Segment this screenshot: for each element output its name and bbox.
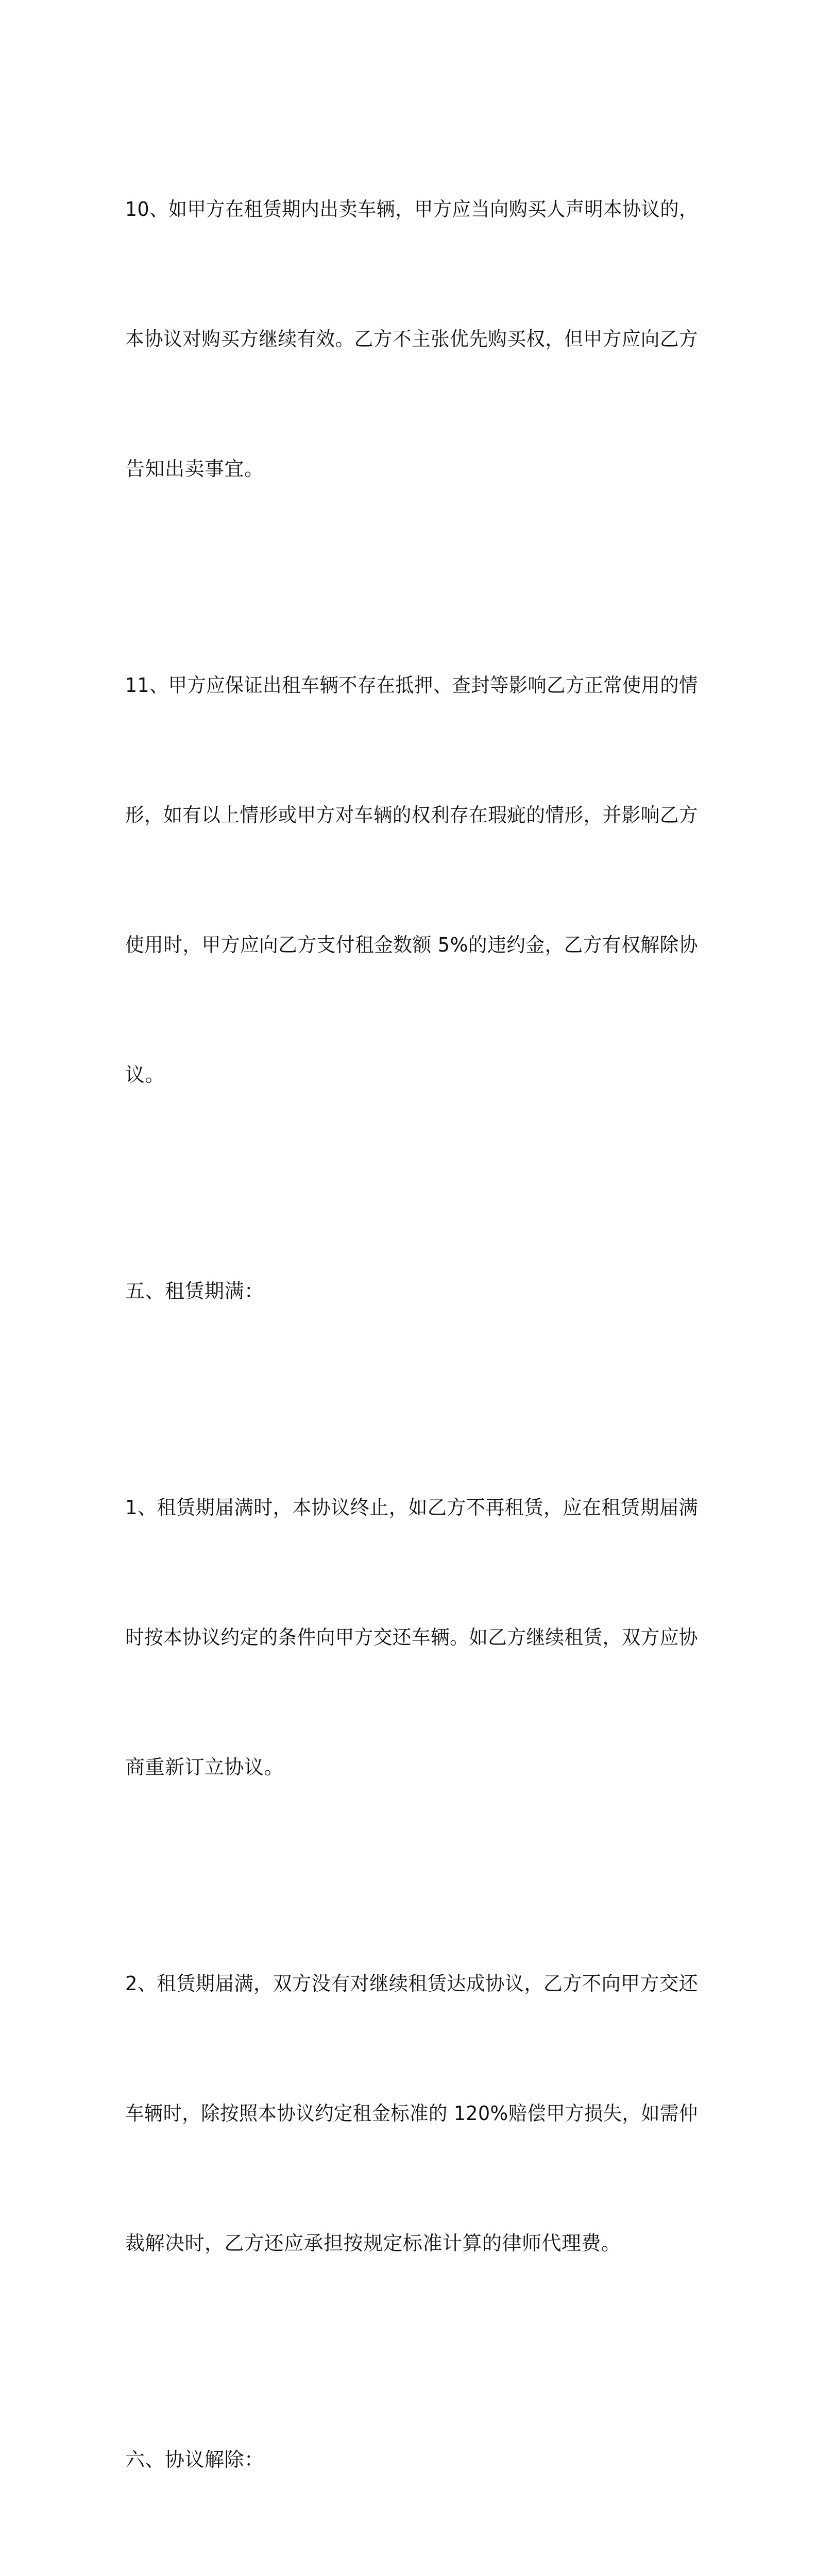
text-line: 议。 bbox=[125, 1063, 165, 1086]
clause-10 bbox=[125, 101, 698, 577]
text-line: 裁解决时，乙方还应承担按规定标准计算的律师代理费。 bbox=[125, 2232, 621, 2255]
text-line: 形，如有以上情形或甲方对车辆的权利存在瑕疵的情形，并影响乙方 bbox=[125, 804, 699, 826]
section-heading: 六、协议解除： bbox=[125, 2448, 264, 2471]
document-body bbox=[125, 101, 698, 2576]
text-line: 时按本协议约定的条件向甲方交还车辆。如乙方继续租赁，双方应协 bbox=[125, 1626, 699, 1649]
section-heading-termination bbox=[125, 2351, 698, 2568]
text-line: 车辆时，除按照本协议约定租金标准的 120%赔偿甲方损失，如需仲 bbox=[125, 2102, 698, 2125]
section-5-item-1 bbox=[125, 1399, 698, 1875]
text-line: 使用时，甲方应向乙方支付租金数额 5%的违约金，乙方有权解除协 bbox=[125, 934, 698, 956]
section-5-item-2 bbox=[125, 1875, 698, 2351]
text-line: 11、甲方应保证出租车辆不存在抵押、查封等影响乙方正常使用的情 bbox=[125, 674, 698, 697]
clause-11 bbox=[125, 577, 698, 1183]
text-line: 告知出卖事宜。 bbox=[125, 457, 264, 480]
text-line: 10、如甲方在租赁期内出卖车辆，甲方应当向购买人声明本协议的， bbox=[125, 198, 698, 221]
text-line: 1、租赁期届满时，本协议终止，如乙方不再租赁，应在租赁期届满 bbox=[125, 1496, 699, 1519]
section-heading: 五、租赁期满： bbox=[125, 1280, 264, 1302]
section-heading-lease-expiry bbox=[125, 1183, 698, 1399]
section-6-item-1 bbox=[125, 2568, 698, 2576]
text-line: 本协议对购买方继续有效。乙方不主张优先购买权，但甲方应向乙方 bbox=[125, 328, 699, 350]
text-line: 商重新订立协议。 bbox=[125, 1756, 284, 1778]
text-line: 2、租赁期届满，双方没有对继续租赁达成协议，乙方不向甲方交还 bbox=[125, 1972, 699, 1995]
